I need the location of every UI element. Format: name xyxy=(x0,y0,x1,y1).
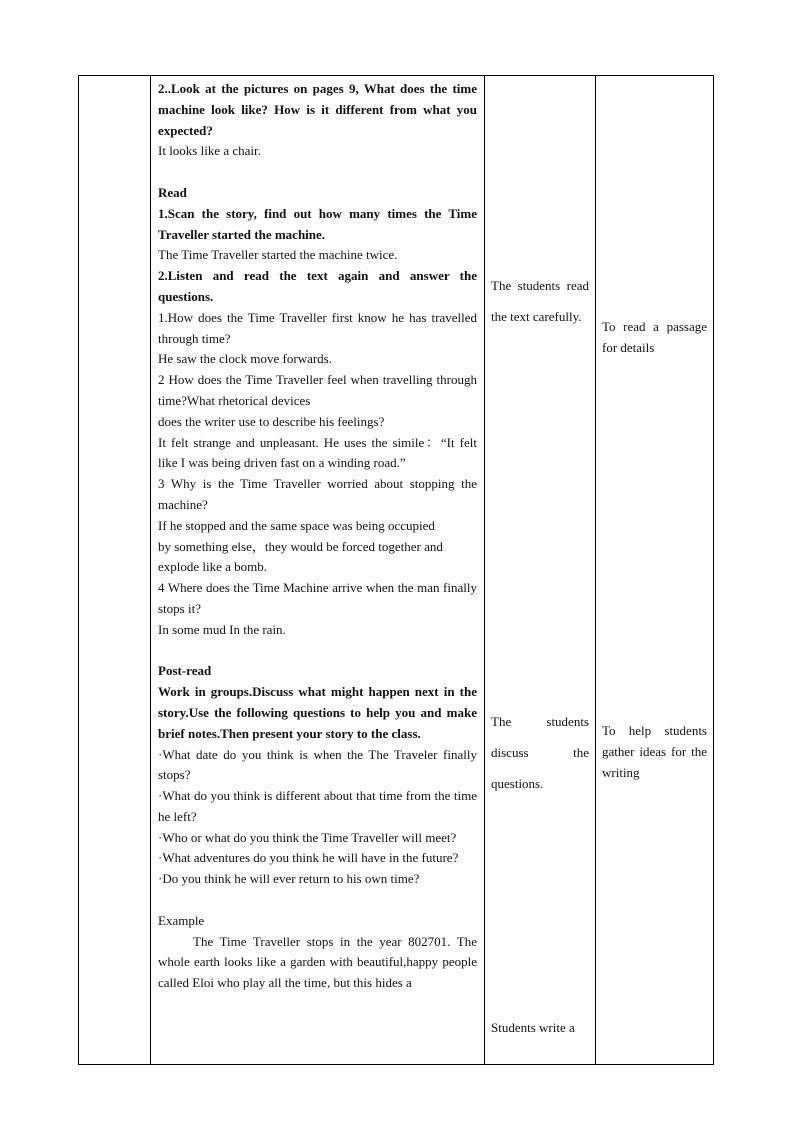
answer-2: It felt strange and unpleasant. He uses the simile：“It felt like I was being driven fast on a winding road.” xyxy=(158,434,477,471)
student-activity-discuss: The students discuss the questions. xyxy=(491,714,589,791)
bullet-question: ·Do you think he will ever return to his own time? xyxy=(158,871,420,887)
answer-3-line-1: If he stopped and the same space was being occupied xyxy=(158,517,435,533)
lesson-plan-table xyxy=(78,75,714,1065)
bullet-question: ·What date do you think is when the The Traveler finally stops? xyxy=(158,746,477,783)
bullet-question: ·What adventures do you think he will have in the future? xyxy=(158,850,459,866)
question-3: 3 Why is the Time Traveller worried about stopping the machine? xyxy=(158,476,477,512)
group-task: Work in groups.Discuss what might happen next in the story.Use the following questions to help you and make brief notes.Then present your story to the class. xyxy=(158,684,477,741)
question-1: 1.How does the Time Traveller first know he has travelled through time? xyxy=(158,309,477,346)
question-2: 2 How does the Time Traveller feel when travelling through time?What rhetorical devices xyxy=(158,372,477,408)
teaching-content-cell xyxy=(151,76,485,1065)
read-heading: Read xyxy=(158,184,187,200)
listen-task: 2.Listen and read the text again and answer the questions. xyxy=(158,268,477,304)
purpose-read: To read a passage for details xyxy=(602,319,707,355)
question-2-cont: does the writer use to describe his feelings? xyxy=(158,413,385,429)
example-label: Example xyxy=(158,912,205,928)
stage-cell xyxy=(79,76,151,1065)
bullet-question: ·Who or what do you think the Time Traveller will meet? xyxy=(158,829,457,845)
table-row xyxy=(79,76,714,1065)
prediction-question: 2..Look at the pictures on pages 9, What does the time machine look like? How is it different from what you expected? xyxy=(158,81,477,138)
student-activity-cell xyxy=(485,76,596,1065)
answer-3-line-3: explode like a bomb. xyxy=(158,559,268,575)
question-4: 4 Where does the Time Machine arrive when the man finally stops it? xyxy=(158,580,477,616)
post-read-heading: Post-read xyxy=(158,663,212,679)
answer-4: In some mud In the rain. xyxy=(158,621,286,637)
bullet-question: ·What do you think is different about that time from the time he left? xyxy=(158,788,477,824)
example-text: The Time Traveller stops in the year 802701. The whole earth looks like a garden with beautiful,happy people called Eloi who play all the time, but this hides a xyxy=(158,933,477,991)
answer-1: He saw the clock move forwards. xyxy=(158,351,332,367)
scan-task: 1.Scan the story, find out how many times the Time Traveller started the machine. xyxy=(158,205,477,242)
scan-answer: The Time Traveller started the machine twice. xyxy=(158,247,398,263)
prediction-answer: It looks like a chair. xyxy=(158,143,261,159)
purpose-gather: To help students gather ideas for the writing xyxy=(602,723,707,780)
student-activity-read: The students read the text carefully. xyxy=(491,278,589,324)
purpose-cell xyxy=(596,76,714,1065)
answer-3-line-2: by something else，they would be forced together and xyxy=(158,538,443,554)
student-activity-write: Students write a xyxy=(491,1020,575,1035)
